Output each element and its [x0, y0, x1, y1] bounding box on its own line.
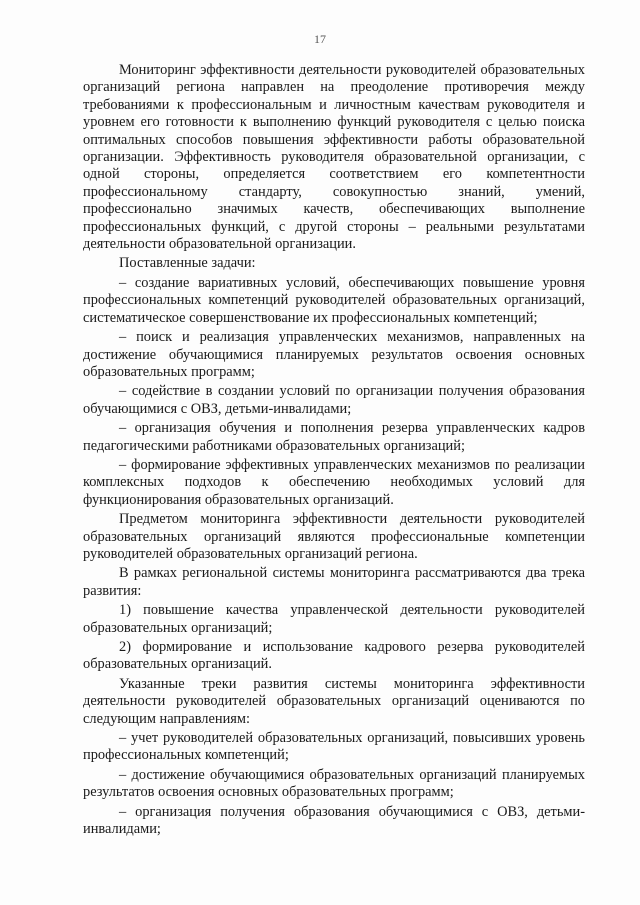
paragraph-tracks-intro: В рамках региональной системы мониторинга рассматриваются два трека развития:: [83, 565, 585, 599]
list-item-task-5: – формирование эффективных управленческих механизмов по реализации комплексных подходов к обеспечению необходимых условий для функционирования образовательных организаций.: [83, 456, 585, 508]
list-item-task-1: – создание вариативных условий, обеспечивающих повышение уровня профессиональных компетенций руководителей образовательных организаций, систематическое совершенствование их профессиональных компетенций;: [83, 274, 585, 326]
list-item-task-4: – организация обучения и пополнения резерва управленческих кадров педагогическими работниками образовательных организаций;: [83, 420, 585, 454]
list-item-direction-1: – учет руководителей образовательных организаций, повысивших уровень профессиональных компетенций;: [83, 730, 585, 764]
list-item-task-3: – содействие в создании условий по организации получения образования обучающимися с ОВЗ, детьми-инвалидами;: [83, 383, 585, 417]
paragraph-directions-intro: Указанные треки развития системы мониторинга эффективности деятельности руководителей образовательных организаций оцениваются по следующим направлениям:: [83, 675, 585, 727]
list-item-track-1: 1) повышение качества управленческой деятельности руководителей образовательных организаций;: [83, 602, 585, 636]
paragraph-monitoring-subject: Предметом мониторинга эффективности деятельности руководителей образовательных организаций являются профессиональные компетенции руководителей образовательных организаций региона.: [83, 511, 585, 562]
document-body: [83, 62, 585, 838]
list-item-direction-2: – достижение обучающимися образовательных организаций планируемых результатов освоения основных образовательных программ;: [83, 766, 585, 801]
list-item-direction-3: – организация получения образования обучающимися с ОВЗ, детьми-инвалидами;: [83, 803, 585, 838]
paragraph-tasks-heading: Поставленные задачи:: [119, 255, 256, 272]
list-item-task-2: – поиск и реализация управленческих механизмов, направленных на достижение обучающимися планируемых результатов освоения основных образовательных программ;: [83, 329, 585, 380]
list-item-track-2: 2) формирование и использование кадрового резерва руководителей образовательных организаций.: [83, 639, 585, 673]
paragraph-monitoring-purpose: Мониторинг эффективности деятельности руководителей образовательных организаций региона направлен на преодоление противоречия между требованиями к профессиональным и личностным качествам руководителя и уровнем его готовности к выполнению функций руководителя с целью поиска оптимальных способов повышения эффективности работы образовательной организации. Эффективность руководителя образовательной организации, с одной стороны, определяется соответствием его компетентности профессиональному стандарту, совокупностью знаний, умений, профессионально значимых качеств, обеспечивающих выполнение профессиональных функций, с другой стороны – реальными результатами деятельности образовательной организации.: [83, 62, 585, 253]
page-number: 17: [314, 32, 326, 46]
